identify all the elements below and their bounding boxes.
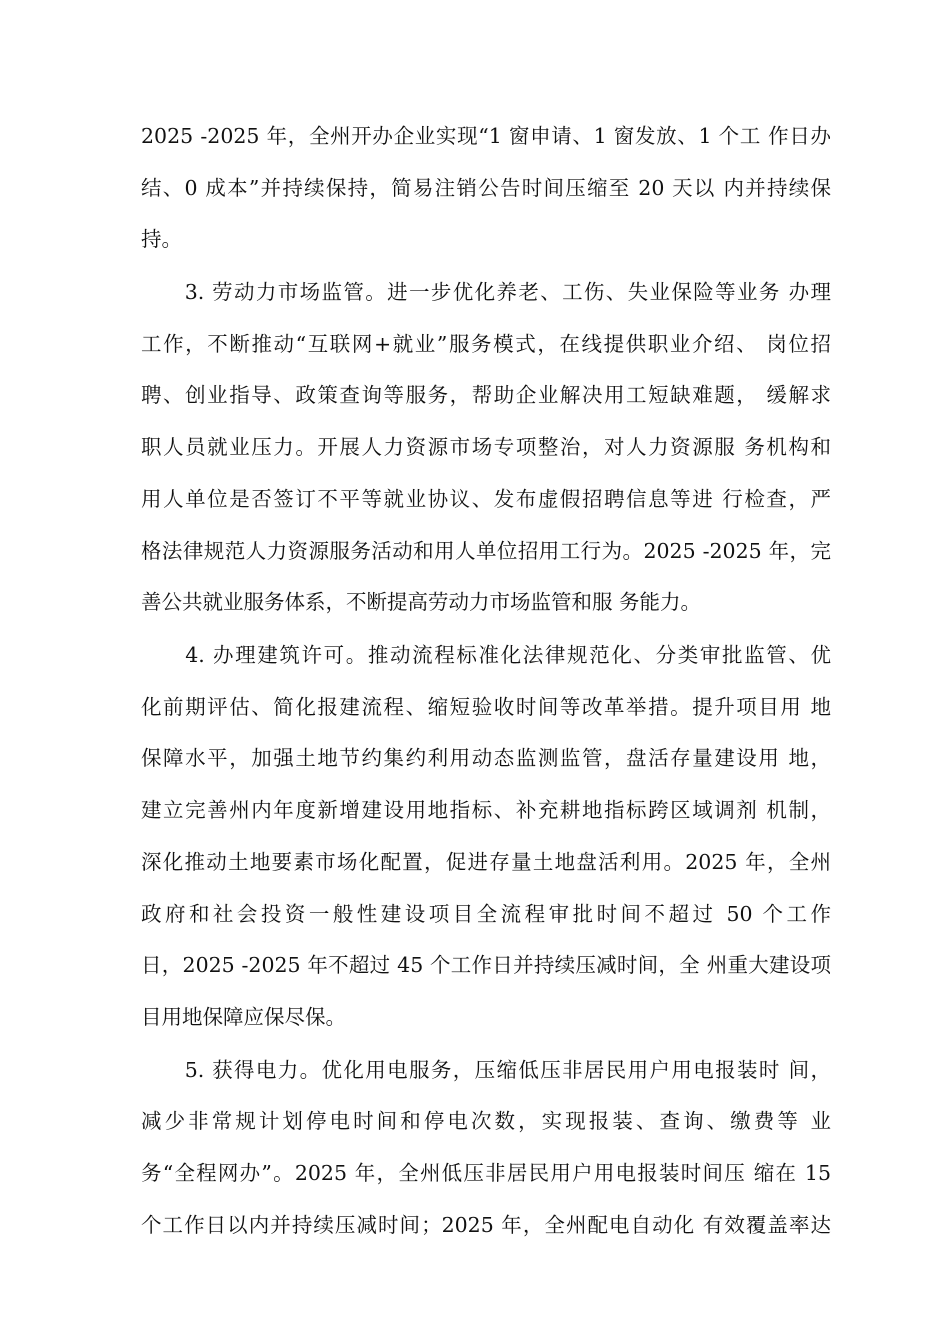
text-line: 持。	[141, 227, 182, 251]
text-line: 用人单位是否签订不平等就业协议、发布虚假招聘信息等进 行检查，严	[141, 487, 831, 511]
text-line: 化前期评估、简化报建流程、缩短验收时间等改革举措。提升项目用 地	[141, 695, 831, 719]
text-line: 减少非常规计划停电时间和停电次数，实现报装、查询、缴费等 业	[141, 1109, 831, 1133]
text-line: 建立完善州内年度新增建设用地指标、补充耕地指标跨区域调剂 机制，	[141, 798, 831, 822]
text-line: 个工作日以内并持续压减时间；2025 年，全州配电自动化 有效覆盖率达	[141, 1213, 831, 1237]
text-line: 职人员就业压力。开展人力资源市场专项整治，对人力资源服 务机构和	[141, 435, 831, 459]
text-line: 3. 劳动力市场监管。进一步优化养老、工伤、失业保险等业务 办理	[141, 280, 831, 304]
text-line: 4. 办理建筑许可。推动流程标准化法律规范化、分类审批监管、优	[141, 643, 831, 667]
text-line: 深化推动土地要素市场化配置，促进存量土地盘活利用。2025 年，全州	[141, 850, 831, 874]
text-line: 目用地保障应保尽保。	[141, 1005, 346, 1029]
text-line: 日，2025 -2025 年不超过 45 个工作日并持续压减时间，全 州重大建设项	[141, 953, 831, 977]
text-line: 聘、创业指导、政策查询等服务，帮助企业解决用工短缺难题， 缓解求	[141, 383, 831, 407]
text-line: 2025 -2025 年，全州开办企业实现“1 窗申请、1 窗发放、1 个工 作日办	[141, 124, 831, 148]
text-line: 政府和社会投资一般性建设项目全流程审批时间不超过 50 个工作	[141, 902, 831, 926]
text-line: 5. 获得电力。优化用电服务，压缩低压非居民用户用电报装时 间，	[141, 1058, 831, 1082]
text-line: 结、0 成本”并持续保持，简易注销公告时间压缩至 20 天以 内并持续保	[141, 176, 831, 200]
text-line: 善公共就业服务体系，不断提高劳动力市场监管和服 务能力。	[141, 590, 702, 614]
text-line: 保障水平，加强土地节约集约利用动态监测监管，盘活存量建设用 地，	[141, 746, 831, 770]
text-line: 务“全程网办”。2025 年，全州低压非居民用户用电报装时间压 缩在 15	[141, 1161, 831, 1185]
text-line: 工作，不断推动“互联网+就业”服务模式，在线提供职业介绍、 岗位招	[141, 332, 831, 356]
text-line: 格法律规范人力资源服务活动和用人单位招用工行为。2025 -2025 年，完	[141, 539, 831, 563]
